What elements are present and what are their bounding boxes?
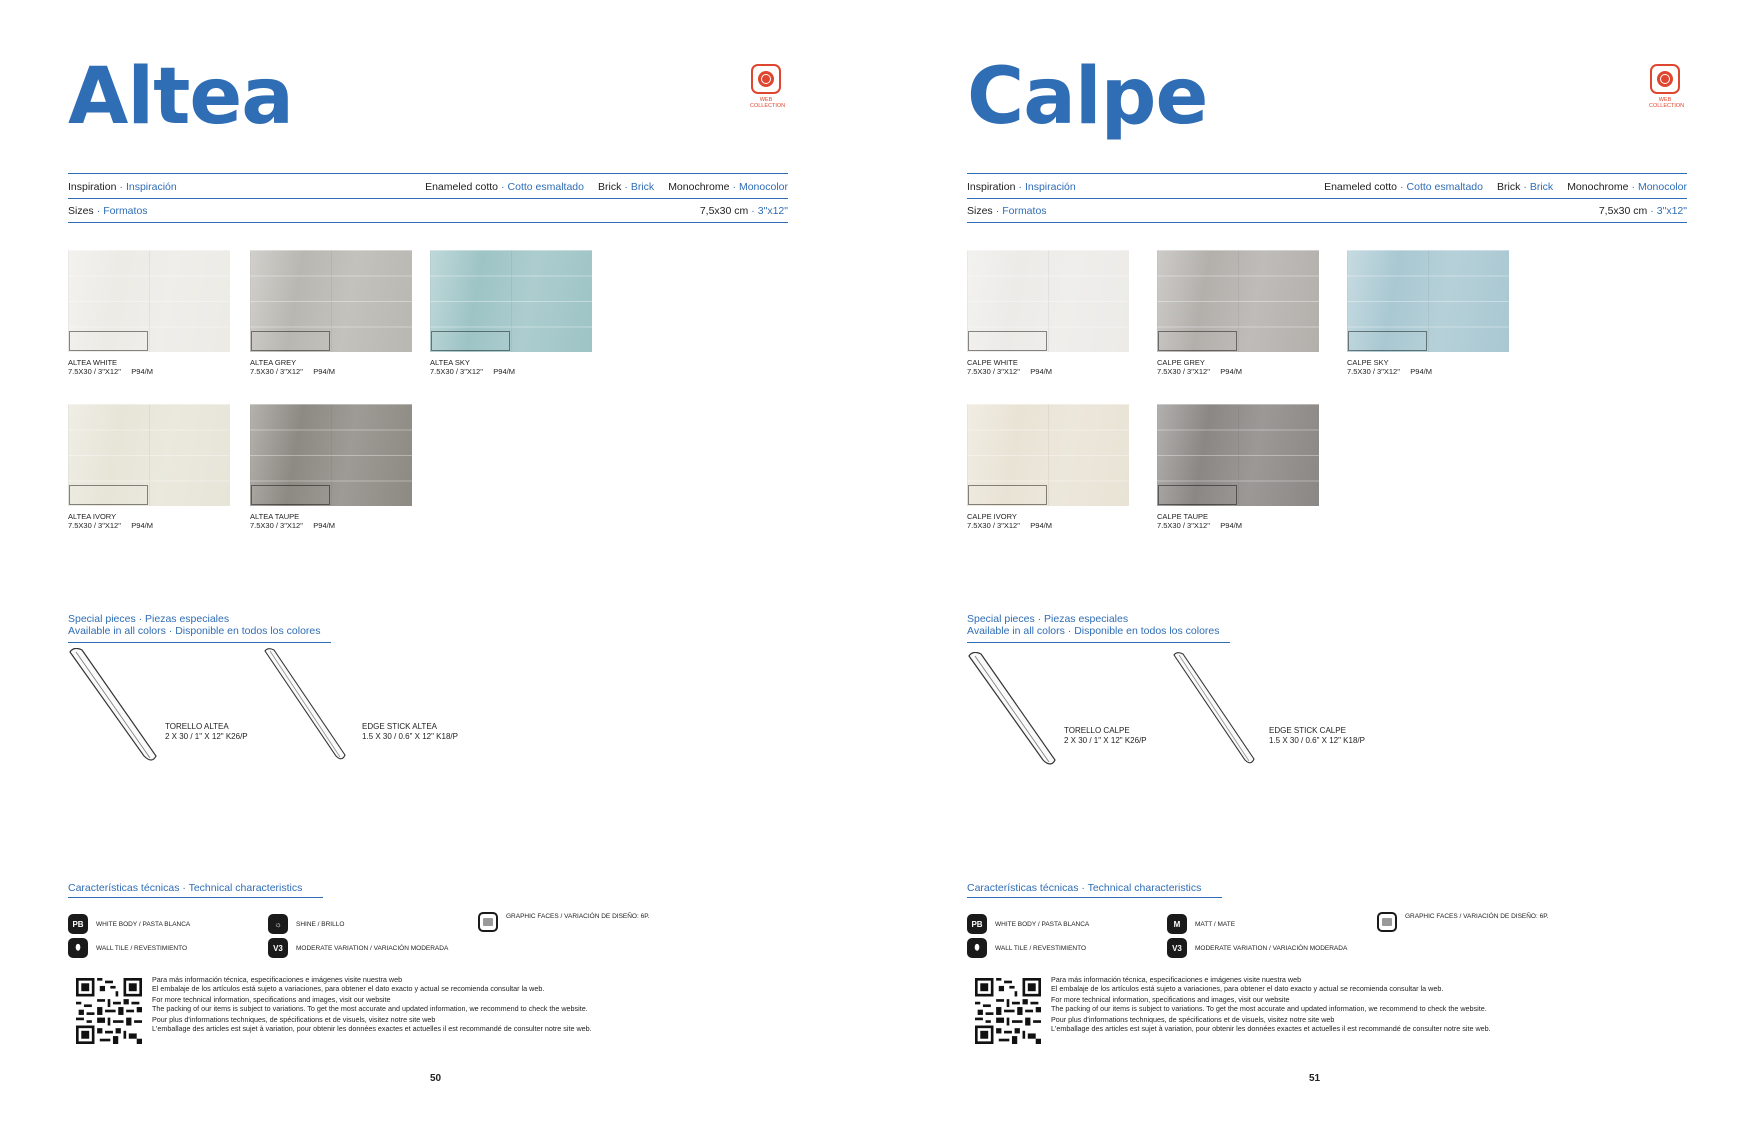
inspiration-label-es: Inspiración <box>125 181 177 193</box>
tile-name: CALPE SKY <box>1347 358 1389 367</box>
web-collection-badge[interactable] <box>1649 64 1685 109</box>
feature-label: MODERATE VARIATION / VARIACIÓN MODERADA <box>1195 944 1348 952</box>
tag-en: Brick <box>598 181 622 193</box>
torello-piece-image <box>66 648 166 768</box>
info-text <box>152 976 692 1037</box>
feature-label: WALL TILE / REVESTIMIENTO <box>96 944 188 952</box>
feature-label: WALL TILE / REVESTIMIENTO <box>995 944 1087 952</box>
tag-es: Cotto esmaltado <box>507 181 584 193</box>
tile-code: P94/M <box>1220 521 1242 530</box>
info-line: Para más información técnica, especificaciones e imágenes visite nuestra web <box>152 975 403 984</box>
tile-swatch[interactable] <box>967 250 1129 352</box>
graphic-faces-icon <box>1377 912 1397 932</box>
divider <box>68 173 788 174</box>
tile-name: CALPE WHITE <box>967 358 1018 367</box>
special-pieces-title: Special pieces · Piezas especiales <box>967 613 1129 625</box>
tile-name: ALTEA SKY <box>430 358 470 367</box>
globe-icon <box>751 64 781 94</box>
edge-stick-caption <box>1269 726 1365 746</box>
torello-caption <box>165 722 248 742</box>
single-brick-outline <box>431 331 510 351</box>
special-pieces-heading <box>68 613 321 637</box>
style-tags: Enameled cotto · Cotto esmaltado Brick · Brick Monochrome · Monocolor <box>425 181 788 193</box>
feature-variation <box>268 938 448 958</box>
tile-swatch[interactable] <box>1347 250 1509 352</box>
info-line: L'emballage des articles est sujet à variation, pour obtenir les données exactes et actuelles il est recommandé de consulter notre site web. <box>1051 1023 1491 1033</box>
tag-es: Monocolor <box>1637 181 1687 193</box>
tile-size: 7.5X30 / 3"X12" <box>68 521 121 530</box>
feature-label: SHINE / BRILLO <box>296 920 345 928</box>
tile-code: P94/M <box>313 521 335 530</box>
divider <box>68 642 331 643</box>
tile-size: 7.5X30 / 3"X12" <box>967 367 1020 376</box>
tile-name: ALTEA IVORY <box>68 512 117 521</box>
technical-characteristics-heading: Características técnicas · Technical characteristics <box>967 882 1202 894</box>
inspiration-row: Inspiration · Inspiración Enameled cotto · Cotto esmaltado Brick · Brick Monochrome · Monocolor <box>967 181 1687 193</box>
tile-code: P94/M <box>1220 367 1242 376</box>
page-number: 50 <box>430 1073 442 1084</box>
tile-name: ALTEA GREY <box>250 358 297 367</box>
tag-en: Monochrome <box>1567 181 1629 193</box>
info-line: The packing of our items is subject to variations. To get the most accurate and updated information, we recommend to check the website. <box>1051 1003 1487 1013</box>
torello-piece-image <box>965 652 1065 772</box>
divider <box>967 198 1687 199</box>
piece-name: TORELLO ALTEA <box>165 722 229 731</box>
tile-swatch[interactable] <box>430 250 592 352</box>
divider <box>967 222 1687 223</box>
tile-swatch[interactable] <box>68 404 230 506</box>
tag-en: Enameled cotto <box>425 181 499 193</box>
feature-label: GRAPHIC FACES / VARIACIÓN DE DISEÑO: 6P. <box>1405 913 1549 920</box>
collection-title: Altea <box>68 52 293 142</box>
wall-tile-icon: ⬮ <box>967 938 987 958</box>
tile-caption <box>250 512 335 530</box>
single-brick-outline <box>251 485 330 505</box>
inspiration-label: Inspiration <box>68 181 117 193</box>
divider <box>68 897 323 898</box>
collection-title: Calpe <box>967 52 1208 142</box>
piece-spec: 2 X 30 / 1" X 12" K26/P <box>165 732 248 741</box>
info-line: El embalaje de los artículos está sujeto a variaciones, para obtener el dato exacto y actual se recomienda consultar la web. <box>1051 983 1444 993</box>
tile-caption <box>68 358 153 376</box>
single-brick-outline <box>69 485 148 505</box>
info-line: El embalaje de los artículos está sujeto a variaciones, para obtener el dato exacto y actual se recomienda consultar la web. <box>152 983 545 993</box>
tile-caption <box>1157 512 1242 530</box>
tile-caption <box>68 512 153 530</box>
feature-white-body <box>68 914 190 934</box>
tile-code: P94/M <box>131 367 153 376</box>
piece-name: TORELLO CALPE <box>1064 726 1130 735</box>
finish-icon: M <box>1167 914 1187 934</box>
inspiration-label: Inspiration <box>967 181 1016 193</box>
tile-name: CALPE GREY <box>1157 358 1205 367</box>
tile-size: 7.5X30 / 3"X12" <box>1157 367 1210 376</box>
tag-en: Monochrome <box>668 181 730 193</box>
sizes-row: Sizes · Formatos 7,5x30 cm · 3"x12" <box>68 205 788 217</box>
tile-swatch[interactable] <box>967 404 1129 506</box>
white-body-icon: PB <box>967 914 987 934</box>
info-line: For more technical information, specifications and images, visit our website <box>152 995 391 1005</box>
single-brick-outline <box>968 331 1047 351</box>
graphic-faces-icon <box>478 912 498 932</box>
edge-stick-caption <box>362 722 458 742</box>
feature-graphic-faces <box>1377 912 1555 932</box>
tile-swatch[interactable] <box>250 404 412 506</box>
tile-swatch[interactable] <box>250 250 412 352</box>
divider <box>967 897 1222 898</box>
sizes-label-es: Formatos <box>1002 205 1047 217</box>
qr-code[interactable] <box>76 978 142 1044</box>
special-pieces-heading <box>967 613 1220 637</box>
divider <box>967 173 1687 174</box>
tag-es: Cotto esmaltado <box>1406 181 1483 193</box>
feature-label: WHITE BODY / PASTA BLANCA <box>995 920 1090 928</box>
catalog-page-calpe <box>879 0 1757 1134</box>
info-line: For more technical information, specifications and images, visit our website <box>1051 995 1290 1005</box>
inspiration-row: Inspiration · Inspiración Enameled cotto · Cotto esmaltado Brick · Brick Monochrome · Monocolor <box>68 181 788 193</box>
feature-wall-tile <box>68 938 187 958</box>
feature-finish <box>1167 914 1235 934</box>
single-brick-outline <box>1348 331 1427 351</box>
size-cm: 7,5x30 cm <box>1598 205 1648 217</box>
tag-en: Brick <box>1497 181 1521 193</box>
finish-icon: ☼ <box>268 914 288 934</box>
feature-label: WHITE BODY / PASTA BLANCA <box>96 920 191 928</box>
tile-swatch[interactable] <box>68 250 230 352</box>
size-in: 3"x12" <box>757 205 788 217</box>
piece-spec: 1.5 X 30 / 0.6" X 12" K18/P <box>1269 736 1365 745</box>
feature-label: MATT / MATE <box>1195 920 1236 928</box>
divider <box>967 642 1230 643</box>
piece-spec: 1.5 X 30 / 0.6" X 12" K18/P <box>362 732 458 741</box>
tile-caption <box>1157 358 1242 376</box>
tile-size: 7.5X30 / 3"X12" <box>68 367 121 376</box>
tile-size: 7.5X30 / 3"X12" <box>250 367 303 376</box>
divider <box>68 198 788 199</box>
info-line: Para más información técnica, especificaciones e imágenes visite nuestra web <box>1051 975 1302 984</box>
divider <box>68 222 788 223</box>
qr-code[interactable] <box>975 978 1041 1044</box>
tile-code: P94/M <box>131 521 153 530</box>
piece-name: EDGE STICK CALPE <box>1269 726 1346 735</box>
info-line: Pour plus d'informations techniques, de spécifications et de visuels, visitez notre site web <box>152 1015 436 1025</box>
special-pieces-title: Special pieces · Piezas especiales <box>68 613 230 625</box>
badge-label: WEB COLLECTION <box>1649 97 1685 109</box>
tile-swatch[interactable] <box>1157 250 1319 352</box>
catalog-page-altea <box>0 0 878 1134</box>
tile-code: P94/M <box>493 367 515 376</box>
sizes-row: Sizes · Formatos 7,5x30 cm · 3"x12" <box>967 205 1687 217</box>
wall-tile-icon: ⬮ <box>68 938 88 958</box>
badge-label: WEB COLLECTION <box>750 97 786 109</box>
inspiration-label-es: Inspiración <box>1024 181 1076 193</box>
tile-caption <box>1347 358 1432 376</box>
variation-icon: V3 <box>1167 938 1187 958</box>
feature-label: MODERATE VARIATION / VARIACIÓN MODERADA <box>296 944 449 952</box>
technical-characteristics-heading: Características técnicas · Technical characteristics <box>68 882 303 894</box>
size-in: 3"x12" <box>1656 205 1687 217</box>
feature-white-body <box>967 914 1089 934</box>
single-brick-outline <box>251 331 330 351</box>
info-line: L'emballage des articles est sujet à variation, pour obtenir les données exactes et actuelles il est recommandé de consulter notre site web. <box>152 1023 592 1033</box>
sizes-label: Sizes <box>68 205 94 217</box>
tile-size: 7.5X30 / 3"X12" <box>250 521 303 530</box>
edge-stick-piece-image <box>262 648 352 766</box>
tile-code: P94/M <box>1410 367 1432 376</box>
single-brick-outline <box>968 485 1047 505</box>
tile-size: 7.5X30 / 3"X12" <box>1157 521 1210 530</box>
tag-es: Monocolor <box>738 181 788 193</box>
tile-caption <box>967 358 1052 376</box>
torello-caption <box>1064 726 1147 746</box>
info-text <box>1051 976 1591 1037</box>
tile-size: 7.5X30 / 3"X12" <box>967 521 1020 530</box>
tag-es: Brick <box>630 181 655 193</box>
tile-code: P94/M <box>1030 521 1052 530</box>
info-line: Pour plus d'informations techniques, de spécifications et de visuels, visitez notre site web <box>1051 1015 1335 1025</box>
single-brick-outline <box>1158 331 1237 351</box>
tag-es: Brick <box>1529 181 1554 193</box>
tile-name: CALPE IVORY <box>967 512 1017 521</box>
size-cm: 7,5x30 cm <box>699 205 749 217</box>
tile-size: 7.5X30 / 3"X12" <box>1347 367 1400 376</box>
tile-name: ALTEA TAUPE <box>250 512 300 521</box>
tile-name: ALTEA WHITE <box>68 358 118 367</box>
tile-code: P94/M <box>313 367 335 376</box>
variation-icon: V3 <box>268 938 288 958</box>
sizes-label: Sizes <box>967 205 993 217</box>
tile-size: 7.5X30 / 3"X12" <box>430 367 483 376</box>
piece-name: EDGE STICK ALTEA <box>362 722 437 731</box>
tile-name: CALPE TAUPE <box>1157 512 1208 521</box>
tag-en: Enameled cotto <box>1324 181 1398 193</box>
feature-variation <box>1167 938 1347 958</box>
single-brick-outline <box>69 331 148 351</box>
special-pieces-note: Available in all colors · Disponible en todos los colores <box>68 625 321 637</box>
tile-caption <box>967 512 1052 530</box>
tile-swatch[interactable] <box>1157 404 1319 506</box>
edge-stick-piece-image <box>1171 652 1261 770</box>
tile-caption <box>250 358 335 376</box>
info-line: The packing of our items is subject to variations. To get the most accurate and updated information, we recommend to check the website. <box>152 1003 588 1013</box>
feature-wall-tile <box>967 938 1086 958</box>
feature-label: GRAPHIC FACES / VARIACIÓN DE DISEÑO: 6P. <box>506 913 650 920</box>
web-collection-badge[interactable] <box>750 64 786 109</box>
special-pieces-note: Available in all colors · Disponible en todos los colores <box>967 625 1220 637</box>
page-number: 51 <box>1309 1073 1321 1084</box>
single-brick-outline <box>1158 485 1237 505</box>
tile-caption <box>430 358 515 376</box>
white-body-icon: PB <box>68 914 88 934</box>
feature-finish <box>268 914 344 934</box>
sizes-label-es: Formatos <box>103 205 148 217</box>
piece-spec: 2 X 30 / 1" X 12" K26/P <box>1064 736 1147 745</box>
style-tags: Enameled cotto · Cotto esmaltado Brick · Brick Monochrome · Monocolor <box>1324 181 1687 193</box>
globe-icon <box>1650 64 1680 94</box>
feature-graphic-faces <box>478 912 656 932</box>
tile-code: P94/M <box>1030 367 1052 376</box>
